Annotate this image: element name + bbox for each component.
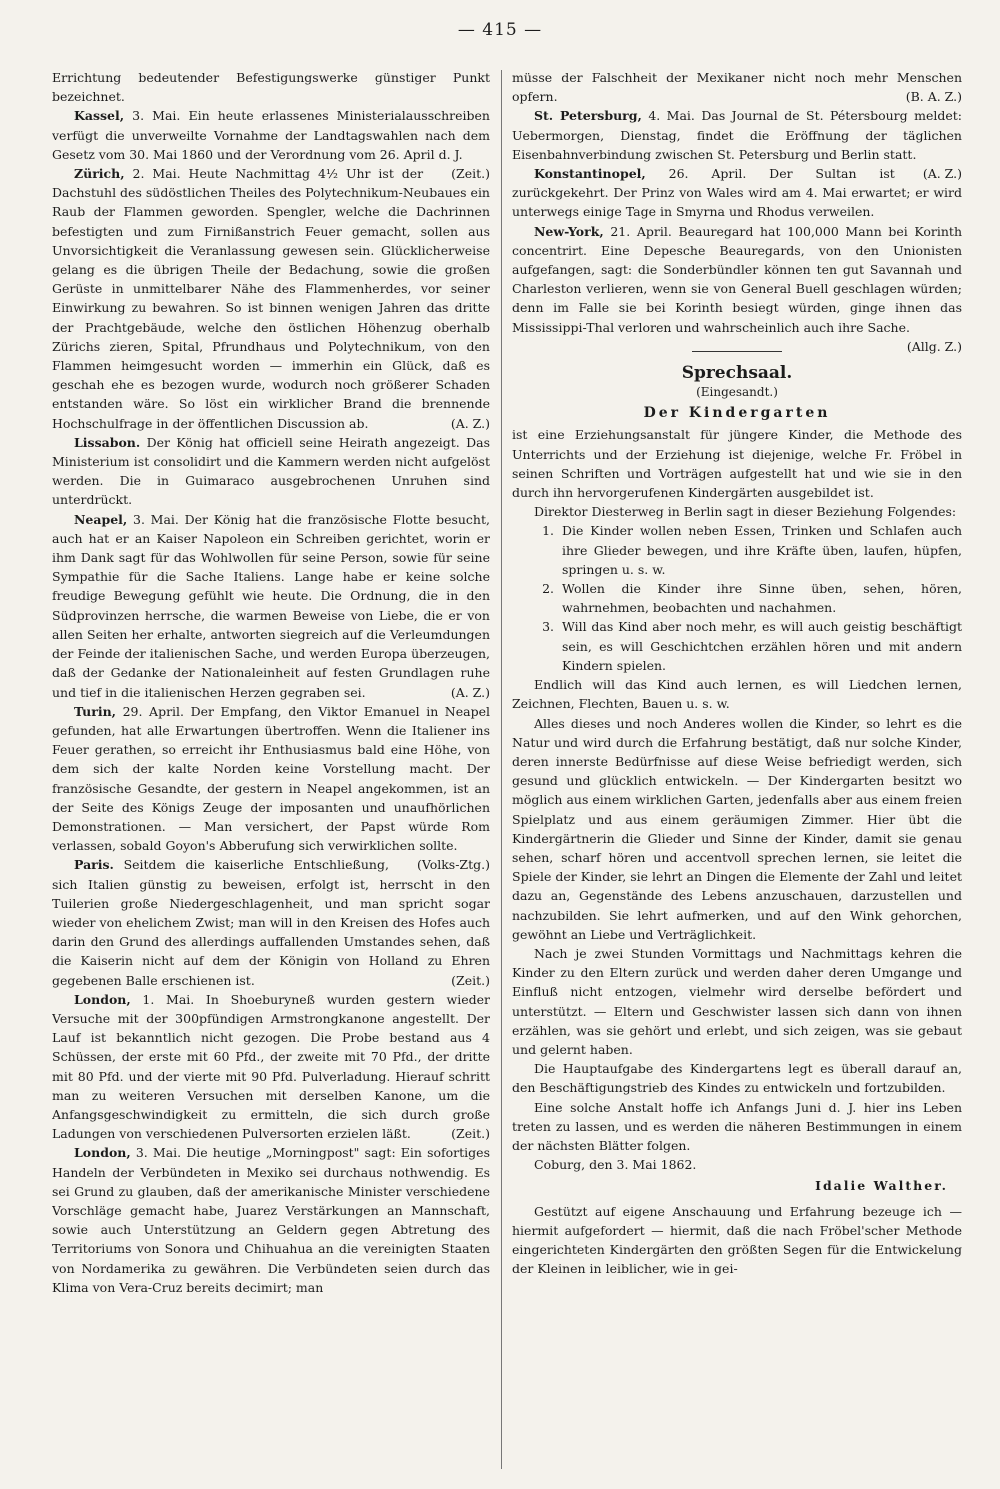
article-paragraph: Alles dieses und noch Anderes wollen die Kinder, so lehrt es die Natur und wird durch die Erfahrung bestätigt, daß nur solche Kinder, deren innerste Bedürfnisse auf diese Weise befriedigt werden, sich gesund und glücklich entwickeln. — Der Kindergarten besitzt wo möglich aus einem wirklichen Garten, jedenfalls aber aus einem freien Spielplatz und aus einem geräumigen Zimmer. Hier übt die Kindergärtnerin die Glieder und Sinne der Kinder, damit sie genau sehen, scharf hören und accentvoll sprechen lernen, sie leitet die Spiele der Kinder, sie lehrt an Dingen die Elemente der Zahl und leitet dazu an, Gegenstände des Lebens anzuschauen, darzustellen und nachzubilden. Sie lehrt aufmerken, und auf den Wink gehorchen, gewöhnt an Liebe und Verträglichkeit.	[512, 715, 962, 942]
dateline: Coburg, den 3. Mai 1862.	[534, 1157, 697, 1173]
news-text: müsse der Falschheit der Mexikaner nicht noch mehr Menschen opfern.	[512, 70, 962, 105]
news-location: London,	[74, 991, 131, 1007]
closing-paragraph: Gestützt auf eigene Anschauung und Erfahrung bezeuge ich — hiermit aufgefordert — hiermit, daß die nach Fröbel'scher Methode eingerichteten Kindergärten den größten Segen für die Entwickelung der Kleinen in leiblicher, wie in gei-	[512, 1203, 962, 1277]
news-text: 3. Mai. Der König hat die französische Flotte besucht, auch hat er an Kaiser Napoleon ein Schreiben gerichtet, worin er ihm Dank sagt für das Wohlwollen für seine Person, sowie für seine Sympathie für die Sache Italiens. Lange habe er keine solche freudige Bewegung gefühlt wie heute. Die Ordnung, die in den Südprovinzen herrsche, die warmen Beweise von Liebe, die er von allen Seiten her erhalte, antworten siegreich auf die Verleumdungen der Feinde der italienischen Sache, und werden Europa überzeugen, daß der Gedanke der Nationaleinheit auf festen Grundlagen ruhe und tief in die italienischen Herzen gegraben sei.	[52, 511, 490, 700]
news-text: 4. Mai. Das Journal de St. Pétersbourg meldet: Uebermorgen, Dienstag, findet die Eröffnung der täglichen Eisenbahnverbindung zwischen St. Petersburg und Berlin statt.	[512, 108, 962, 162]
news-source: (Allg. Z.)	[906, 338, 962, 354]
news-text: 3. Mai. Die heutige „Morningpost" sagt: Ein sofortiges Handeln der Verbündeten in Mexiko sei durchaus nothwendig. Es sei Grund zu glauben, daß der amerikanische Minister verschiedene Vorschläge gemacht habe, Juarez Verstärkungen an Mannschaft, sowie auch Unterstützung an Geldern gegen Abtretung des Territoriums von Sonora und Chihuahua an die vereinigten Staaten von Nordamerika zu gewähren. Die Verbündeten seien durch das Klima von Vera-Cruz bereits decimirt; man	[52, 1145, 490, 1295]
news-location: Paris.	[74, 857, 114, 873]
news-text: Der König hat officiell seine Heirath angezeigt. Das Ministerium ist consolidirt und die Kammern werden nicht aufgelöst werden. Die in Guimaraco ausgebrochenen Unruhen sind unterdrückt.	[52, 434, 490, 508]
news-location: St. Petersburg,	[534, 108, 642, 124]
news-source: (Volks-Ztg.)	[416, 857, 490, 873]
list-item: 1. Die Kinder wollen neben Essen, Trinken und Schlafen auch ihre Glieder bewegen, und ihre Kräfte üben, laufen, hüpfen, springen u. s. w.	[558, 521, 962, 579]
article-paragraph: Eine solche Anstalt hoffe ich Anfangs Juni d. J. hier ins Leben treten zu lassen, und es werden die näheren Bestimmungen in einem der nächsten Blätter folgen.	[512, 1099, 962, 1153]
news-item	[52, 68, 490, 106]
news-location: Lissabon.	[74, 434, 141, 450]
article-lead: Direktor Diesterweg in Berlin sagt in dieser Beziehung Folgendes:	[534, 504, 957, 520]
section-title: Sprechsaal.	[681, 362, 793, 383]
news-source: (A. Z.)	[450, 415, 490, 431]
section-divider	[692, 351, 782, 352]
article-paragraph: Die Hauptaufgabe des Kindergartens legt es überall darauf an, den Beschäftigungstrieb des Kindes zu entwickeln und fortzubilden.	[512, 1061, 962, 1096]
news-source: (A. Z.)	[922, 166, 962, 182]
news-source: (B. A. Z.)	[905, 89, 962, 105]
news-text: 1. Mai. In Shoeburyneß wurden gestern wieder Versuche mit der 300pfündigen Armstrongkanone angestellt. Der Lauf ist bekanntlich nicht gezogen. Die Probe bestand aus 4 Schüssen, der erste mit 60 Pfd., der zweite mit 70 Pfd., der dritte mit 80 Pfd. und der vierte mit 90 Pfd. Pulverladung. Hierauf schritt man zu weiteren Versuchen mit derselben Kanone, um die Anfangsgeschwindigkeit zu ermitteln, die sich durch große Ladungen von verschiedenen Pulversorten erzielen läßt.	[52, 991, 490, 1142]
list-item: 3. Will das Kind aber noch mehr, es will auch geistig beschäftigt sein, es will Geschichtchen erzählen hören und mit andern Kindern spielen.	[558, 617, 962, 675]
news-text: Seitdem die kaiserliche Entschließung, sich Italien günstig zu beweisen, erfolgt ist, herrscht in den Tuilerien große Niedergeschlagenheit, und man spricht sogar wieder von ehelichem Zwist; man will in den Kreisen des Hofes auch darin den Grund des allerdings auffallenden Umstandes sehen, daß die Kaiserin nicht auf dem der Königin von Holland zu Ehren gegebenen Balle erschienen ist.	[52, 857, 490, 988]
left-column	[52, 68, 490, 1477]
list-item: 2. Wollen die Kinder ihre Sinne üben, sehen, hören, wahrnehmen, beobachten und nachahmen.	[558, 579, 962, 617]
page-number: — 415 —	[457, 20, 543, 40]
news-text: 29. April. Der Empfang, den Viktor Emanuel in Neapel gefunden, hat alle Erwartungen übertroffen. Wenn die Italiener ins Feuer gerathen, so erreicht ihr Enthusiasmus bald eine Höhe, von dem sich der kalte Norden keine Vorstellung macht. Der französische Gesandte, der gestern in Neapel angekommen, ist an der Seite des Königs Zeuge der imposanten und unaufhörlichen Demonstrationen. — Man versichert, der Papst würde Rom verlassen, sobald Goyon's Abberufung sich verwirklichen sollte.	[52, 703, 490, 854]
news-location: Kassel,	[74, 108, 125, 124]
article-list	[512, 521, 962, 675]
news-item	[512, 222, 962, 354]
section-subtitle: (Eingesandt.)	[696, 385, 778, 400]
news-text: 26. April. Der Sultan ist zurückgekehrt. Der Prinz von Wales wird am 4. Mai erwartet; er wird unterwegs einige Tage in Smyrna und Rhodus verweilen.	[512, 166, 962, 220]
news-text: 3. Mai. Ein heute erlassenes Ministerialausschreiben verfügt die unverweilte Vornahme der Landtagswahlen nach dem Gesetz vom 30. Mai 1860 und der Verordnung vom 26. April d. J.	[52, 108, 490, 162]
news-item	[512, 164, 962, 222]
article-paragraph: Nach je zwei Stunden Vormittags und Nachmittags kehren die Kinder zu den Eltern zurück und werden daher deren Umgange und Einfluß nicht entzogen, vielmehr wird derselbe befördert und unterstützt. — Eltern und Geschwister lassen sich dann von ihnen erzählen, was sie gehört und erlebt, und sich zeigen, was sie gebaut und gelernt haben.	[512, 945, 962, 1057]
news-source: (Zeit.)	[451, 1126, 490, 1142]
news-location: London,	[74, 1145, 131, 1161]
news-location: Konstantinopel,	[534, 166, 646, 182]
news-source: (A. Z.)	[450, 684, 490, 700]
news-source: (Zeit.)	[451, 166, 490, 182]
news-location: Neapel,	[74, 511, 128, 527]
news-item	[52, 510, 490, 702]
column-divider	[501, 70, 502, 1469]
news-item	[52, 1143, 490, 1297]
news-item	[52, 855, 490, 989]
right-news	[512, 68, 962, 354]
news-text: 21. April. Beauregard hat 100,000 Mann bei Korinth concentrirt. Eine Depesche Beauregards, von den Unionisten aufgefangen, sagt: die Sonderbündler können ten gut Savannah und Charleston verlieren, wenn sie von General Buell geschlagen würden; denn im Falle sie bei Korinth besiegt würden, ginge ihnen das Mississippi-Thal verloren und wahrscheinlich auch ihre Sache.	[512, 223, 962, 335]
news-location: New-York,	[534, 223, 604, 239]
right-column	[512, 68, 962, 1477]
news-location: Zürich,	[74, 166, 125, 182]
news-text: 2. Mai. Heute Nachmittag 4½ Uhr ist der Dachstuhl des südöstlichen Theiles des Polytechnikum-Neubaues ein Raub der Flammen geworden. Spengler, welche die Dachrinnen befestigten und zum Firnißanstrich Feuer gemacht, sollen aus Unvorsichtigkeit die Veranlassung gewesen sein. Glücklicherweise gelang es die übrigen Theile der Bedachung, sowie die großen Gerüste in unmittelbarer Nähe des Flammenherdes, vor seiner Einwirkung zu bewahren. So ist binnen wenigen Jahren das dritte der Prachtgebäude, welche den östlichen Höhenzug oberhalb Zürichs zieren, Spital, Pfrundhaus und Polytechnikum, von den Flammen heimgesucht worden — immerhin ein Glück, daß es geschah ehe es bezogen wurde, wodurch noch größerer Schaden entstanden wäre. So löst ein wirklicher Brand die brennende Hochschulfrage in der öffentlichen Discussion ab.	[52, 166, 490, 431]
article-title: Der Kindergarten	[643, 405, 831, 422]
article-intro: ist eine Erziehungsanstalt für jüngere Kinder, die Methode des Unterrichts und der Erziehung ist diejenige, welche Fr. Fröbel in seinen Schriften und Vorträgen aufgestellt hat und wie sie in den durch ihn hervorgerufenen Kindergärten ausgebildet ist.	[512, 427, 962, 501]
signature: Idalie Walther.	[815, 1178, 948, 1194]
news-text: Errichtung bedeutender Befestigungswerke günstiger Punkt bezeichnet.	[52, 70, 490, 105]
news-item	[52, 990, 490, 1144]
news-source: (Zeit.)	[451, 972, 490, 988]
news-item	[52, 164, 490, 433]
news-location: Turin,	[74, 703, 117, 719]
news-item	[52, 433, 490, 510]
news-item	[512, 68, 962, 106]
article-paragraph: Endlich will das Kind auch lernen, es will Liedchen lernen, Zeichnen, Flechten, Bauen u. s. w.	[512, 677, 962, 712]
